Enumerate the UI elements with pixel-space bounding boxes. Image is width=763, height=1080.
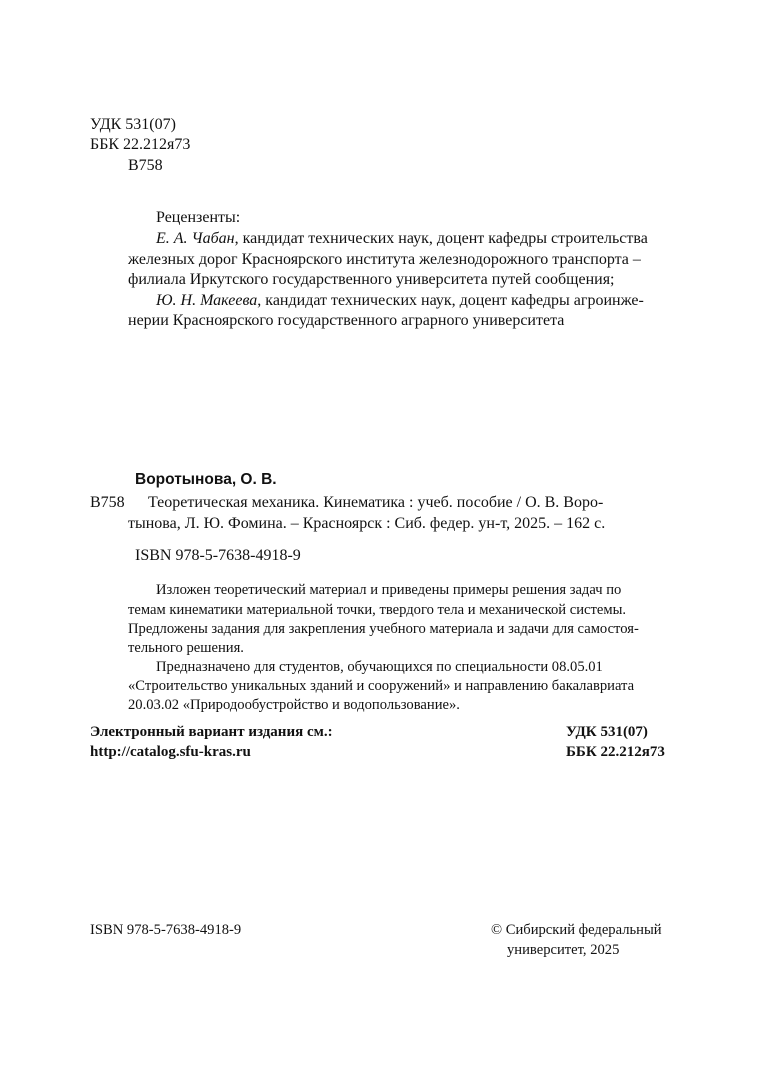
annotation-p1-line-4: тельного решения. — [128, 640, 244, 656]
reviewers-label: Рецензенты: — [156, 209, 241, 226]
annotation-p2-line-3: 20.03.02 «Природообустройство и водопользование». — [128, 697, 460, 713]
entry-author: Воротынова, О. В. — [135, 471, 277, 488]
reviewer-1-line-2: железных дорог Красноярского института железнодорожного транспорта – — [128, 251, 641, 268]
annotation-p2-line-1: Предназначено для студентов, обучающихся по специальности 08.05.01 — [156, 659, 603, 675]
reviewer-1-line-3: филиала Иркутского государственного университета путей сообщения; — [128, 271, 615, 288]
reviewer-2-line-2: нерии Красноярского государственного аграрного университета — [128, 312, 565, 329]
udk-code: УДК 531(07) — [90, 116, 176, 133]
reviewer-1-line-1 — [156, 228, 648, 249]
bbk-code: ББК 22.212я73 — [90, 136, 191, 153]
copyright-line-2: университет, 2025 — [507, 942, 620, 958]
copyright-line-1: © Сибирский федеральный — [491, 922, 662, 938]
footer-isbn: ISBN 978-5-7638-4918-9 — [90, 922, 242, 938]
annotation-p1-line-2: темам кинематики материальной точки, твердого тела и механической системы. — [128, 602, 627, 618]
reviewer-1-name: Е. А. Чабан — [156, 230, 235, 247]
annotation-p1-line-3: Предложены задания для закрепления учебного материала и задачи для самостоя- — [128, 621, 639, 637]
reviewer-2-name: Ю. Н. Макеева — [156, 292, 258, 309]
electronic-edition-label: Электронный вариант издания см.: — [90, 724, 333, 740]
annotation-p2-line-2: «Строительство уникальных зданий и сооружений» и направлению бакалавриата — [128, 678, 635, 694]
annotation-p1-line-1: Изложен теоретический материал и приведены примеры решения задач по — [156, 582, 622, 598]
electronic-bbk: ББК 22.212я73 — [566, 744, 665, 760]
catalog-link[interactable]: http://catalog.sfu-kras.ru — [90, 744, 251, 760]
reviewer-2-line-1 — [156, 290, 644, 311]
author-mark: В758 — [128, 157, 163, 174]
entry-isbn: ISBN 978-5-7638-4918-9 — [135, 547, 301, 564]
electronic-udk: УДК 531(07) — [566, 724, 648, 740]
entry-line-2: тынова, Л. Ю. Фомина. – Красноярск : Сиб. федер. ун-т, 2025. – 162 с. — [128, 515, 606, 532]
entry-line-1: Теоретическая механика. Кинематика : учеб. пособие / О. В. Воро- — [148, 494, 604, 511]
reviewer-1-title: , кандидат технических наук, доцент кафедры строительства — [234, 230, 648, 247]
entry-code: В758 — [90, 494, 125, 511]
reviewer-2-title: , кандидат технических наук, доцент кафедры агроинже- — [257, 292, 644, 309]
